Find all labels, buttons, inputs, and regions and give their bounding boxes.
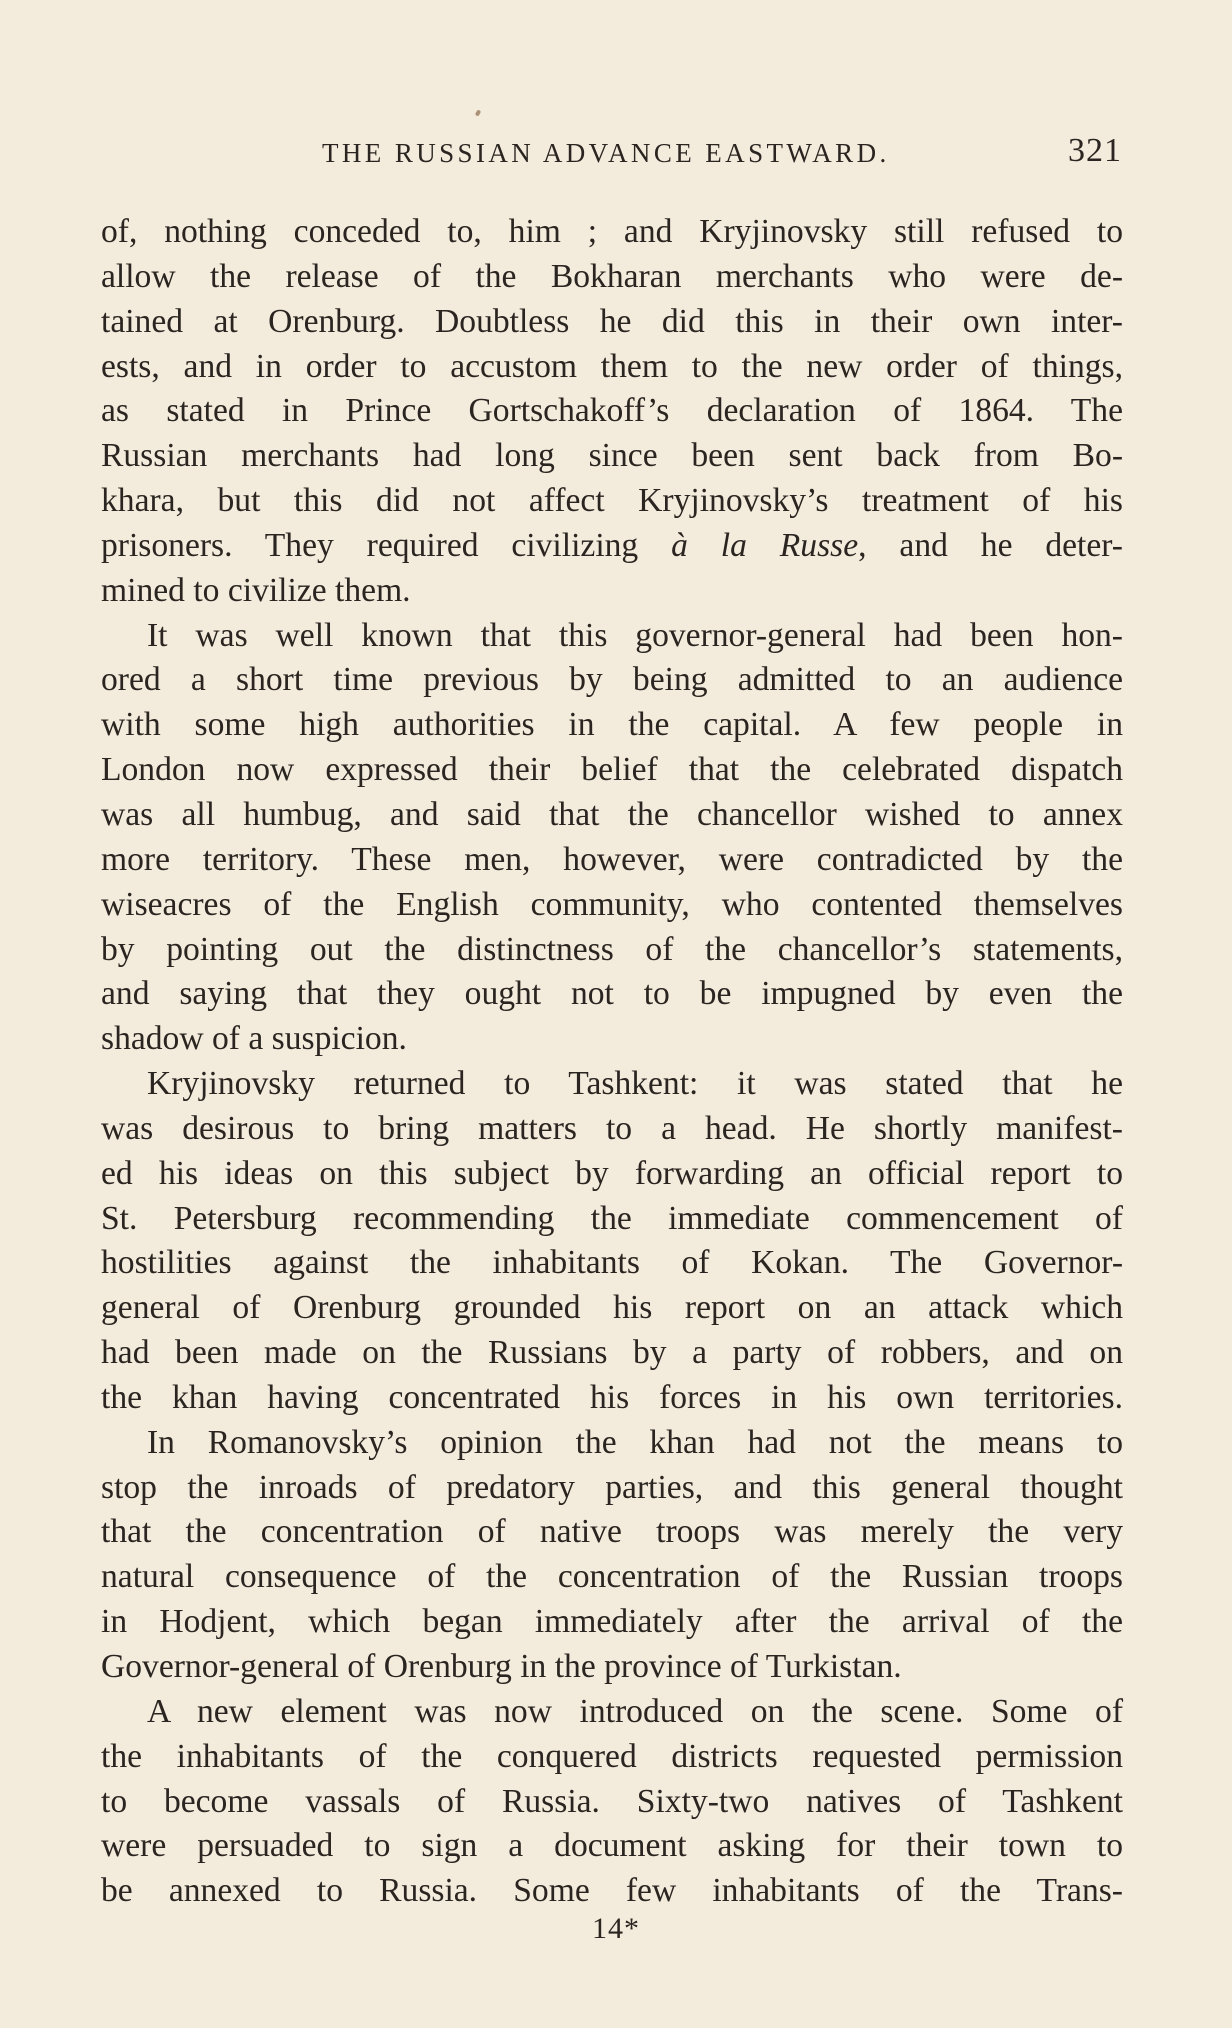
text-line: tained at Orenburg. Doubtless he did this in their own inter-	[101, 302, 1123, 340]
text-line: had been made on the Russians by a party of robbers, and on	[101, 1334, 1123, 1372]
text-line: Governor-general of Orenburg in the province of Turkistan.	[101, 1648, 902, 1685]
text-line: be annexed to Russia. Some few inhabitants of the Trans-	[101, 1872, 1123, 1910]
text-line: to become vassals of Russia. Sixty-two natives of Tashkent	[101, 1782, 1123, 1820]
text-line: ests, and in order to accustom them to the new order of things,	[101, 347, 1123, 385]
text-line: more territory. These men, however, were contradicted by the	[101, 840, 1123, 878]
text-line: St. Petersburg recommending the immediate commencement of	[101, 1199, 1123, 1237]
text-line: was all humbug, and said that the chancellor wished to annex	[101, 795, 1123, 833]
text-line: general of Orenburg grounded his report on an attack which	[101, 1289, 1123, 1327]
text-line: the khan having concentrated his forces in his own territories.	[101, 1378, 1123, 1416]
text-line: with some high authorities in the capital. A few people in	[101, 706, 1123, 744]
text-line: ed his ideas on this subject by forwarding an official report to	[101, 1154, 1123, 1192]
italic-phrase: à la Russe	[671, 526, 859, 564]
signature-mark: 14*	[592, 1912, 640, 1945]
text-line: allow the release of the Bokharan merchants who were de-	[101, 257, 1123, 295]
text-line: khara, but this did not affect Kryjinovsky’s treatment of his	[101, 482, 1123, 520]
text-line: the inhabitants of the conquered districts requested permission	[101, 1737, 1123, 1775]
paragraph-first-line: In Romanovsky’s opinion the khan had not the means to	[147, 1423, 1123, 1461]
text-line: as stated in Prince Gortschakoff’s declaration of 1864. The	[101, 392, 1123, 430]
text-line: Russian merchants had long since been sent back from Bo-	[101, 437, 1123, 475]
text-line: hostilities against the inhabitants of Kokan. The Governor-	[101, 1244, 1123, 1282]
text-line: mined to civilize them.	[101, 571, 411, 609]
text-segment: prisoners. They required civilizing	[101, 526, 672, 564]
paragraph-first-line: A new element was now introduced on the scene. Some of	[147, 1692, 1123, 1730]
text-line: shadow of a suspicion.	[101, 1020, 407, 1058]
text-line: wiseacres of the English community, who contented themselves	[101, 885, 1123, 923]
paragraph-first-line: It was well known that this governor-general had been hon-	[147, 616, 1123, 654]
text-line: and saying that they ought not to be impugned by even the	[101, 975, 1123, 1013]
running-head	[100, 134, 1122, 174]
text-line: ored a short time previous by being admitted to an audience	[101, 661, 1123, 699]
text-segment: , and he deter-	[858, 526, 1123, 564]
ink-speck	[475, 109, 481, 116]
text-line: in Hodjent, which began immediately after the arrival of the	[101, 1603, 1123, 1641]
running-head-title: THE RUSSIAN ADVANCE EASTWARD.	[322, 138, 890, 168]
text-line: were persuaded to sign a document asking for their town to	[101, 1827, 1123, 1865]
text-line	[101, 524, 1123, 569]
text-line: natural consequence of the concentration of the Russian troops	[101, 1558, 1123, 1596]
paragraph-first-line: Kryjinovsky returned to Tashkent: it was stated that he	[147, 1065, 1123, 1103]
text-line: of, nothing conceded to, him ; and Kryjinovsky still refused to	[101, 213, 1123, 250]
text-line: by pointing out the distinctness of the chancellor’s statements,	[101, 930, 1123, 968]
page-number: 321	[1068, 132, 1122, 169]
text-line: was desirous to bring matters to a head. He shortly manifest-	[101, 1109, 1123, 1147]
text-line: stop the inroads of predatory parties, and this general thought	[101, 1468, 1123, 1506]
body-text	[101, 210, 1123, 1914]
text-line: London now expressed their belief that the celebrated dispatch	[101, 751, 1123, 789]
text-line: that the concentration of native troops was merely the very	[101, 1513, 1123, 1551]
